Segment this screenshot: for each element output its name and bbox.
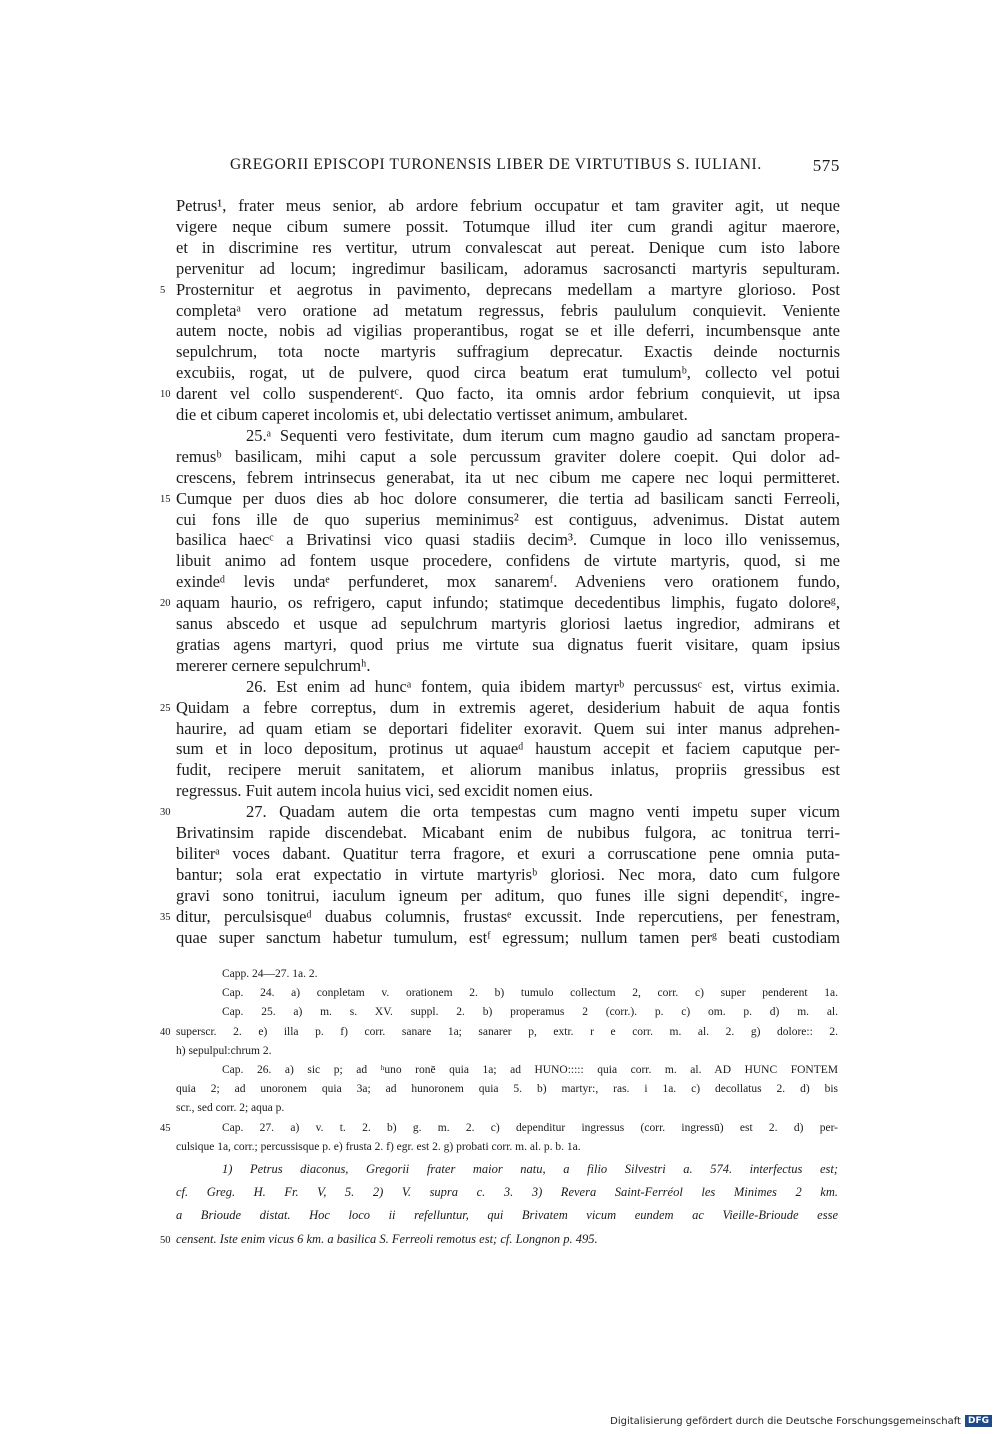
apparatus-line: h) sepulpul:chrum 2. (176, 1044, 272, 1057)
text-line: Cumque per duos dies ab hoc dolore consumerer, die tertia ad basilicam sancti Ferreoli, (176, 488, 840, 508)
text-line: ditur, perculsisqueᵈ duabus columnis, frustasᵉ excussit. Inde repercutiens, per fenestram, (176, 906, 840, 926)
text-line: biliterᵃ voces dabant. Quatitur terra fragore, et exuri a corruscatione pene omnia puta- (176, 843, 840, 863)
apparatus-line: scr., sed corr. 2; aqua p. (176, 1102, 285, 1115)
text-line: Brivatinsim rapide discendebat. Micabant enim de nubibus fulgora, ac tonitrua terri- (176, 823, 840, 842)
text-line: regressus. Fuit autem incola huius vici, sed excidit nomen eius. (176, 781, 594, 801)
apparatus-line: quia 2; ad unoronem quia 3a; ad hunoronem quia 5. b) martyr:, ras. i 1a. c) decollatus 2. d) bis (176, 1083, 838, 1096)
apparatus-line: superscr. 2. e) illa p. f) corr. sanare 1a; sanarer p, extr. r e corr. m. al. 2. g) dolore:: 2. (176, 1025, 838, 1038)
text-line: fudit, recipere meruit sanitatem, et aliorum manibus inlatus, propriis gressibus est (176, 760, 840, 780)
line-number: 25 (160, 702, 171, 714)
text-line: darent vel collo suspenderentᶜ. Quo facto, ita omnis ardor febrium conquievit, ut ipsa (176, 384, 840, 404)
text-line: sum et in loco depositum, protinus ut aquaeᵈ haustum accepit et faciem caputque per- (176, 739, 840, 759)
text-line: pervenitur ad locum; ingredimur basilicam, adoramus sacrosancti martyris sepulturam. (176, 258, 840, 278)
text-line: 26. Est enim ad huncᵃ fontem, quia ibidem martyrᵇ percussusᶜ est, virtus eximia. (246, 676, 840, 696)
text-line: haurire, ad quam etiam se deportari fideliter exoravit. Quem sui inter manus adprehen- (176, 718, 840, 738)
text-line: 27. Quadam autem die orta tempestas cum magno venti impetu super vicum (246, 802, 840, 822)
text-line: sepulchrum, tota nocte martyris suffragium deprecatur. Exactis deinde nocturnis (176, 342, 840, 362)
apparatus-line: culsique 1a, corr.; percussisque p. e) frusta 2. f) egr. est 2. g) probati corr. m. al. p. b. 1a. (176, 1140, 581, 1153)
text-line: bantur; sola erat expectatio in virtute martyrisᵇ gloriosi. Nec mora, dato cum fulgore (176, 864, 840, 884)
text-line: Prosternitur et aegrotus in pavimento, deprecans medellam a martyre glorioso. Post (176, 279, 840, 299)
apparatus-line: Cap. 27. a) v. t. 2. b) g. m. 2. c) dependitur ingressus (corr. ingressū) est 2. d) per- (222, 1121, 838, 1134)
text-line: sanus abscedo et usque ad sepulchrum martyris gloriosi laetus ingredior, admirans et (176, 614, 840, 633)
page-number: 575 (812, 156, 840, 175)
note-line: a Brioude distat. Hoc loco ii refelluntur, qui Brivatem vicum eundem ac Vieille-Brioude esse (176, 1208, 838, 1223)
text-line: Petrus¹, frater meus senior, ab ardore febrium occupatur et tam graviter agit, ut neque (176, 196, 840, 215)
line-number: 40 (160, 1026, 171, 1038)
text-line: excubiis, rogat, ut de pulvere, quod circa beatum erat tumulumᵇ, collecto vel potui (176, 363, 840, 383)
line-number: 50 (160, 1234, 171, 1246)
apparatus-line: Cap. 25. a) m. s. XV. suppl. 2. b) properamus 2 (corr.). p. c) om. p. d) m. al. (222, 1006, 838, 1019)
text-line: mererer cernere sepulchrumʰ. (176, 655, 371, 675)
text-line: quae super sanctum habetur tumulum, estᶠ egressum; nullum tamen perᵍ beati custodiam (176, 927, 840, 947)
line-number: 45 (160, 1122, 171, 1134)
footer-text: Digitalisierung gefördert durch die Deutsche Forschungsgemeinschaft (610, 1415, 961, 1427)
text-line: basilica haecᶜ a Brivatinsi vico quasi stadiis decim³. Cumque in loco illo venissemus, (176, 530, 840, 550)
apparatus-line: Cap. 24. a) conpletam v. orationem 2. b) tumulo collectum 2, corr. c) super penderent 1a. (222, 987, 838, 1000)
dfg-logo: DFG (965, 1415, 992, 1427)
text-line: remusᵇ basilicam, mihi caput a sole percussum graviter dolere coepit. Qui dolor ad- (176, 446, 840, 466)
apparatus-line: Capp. 24—27. 1a. 2. (222, 968, 318, 980)
line-number: 35 (160, 911, 171, 923)
text-line: cui fons ille de quo superius meminimus² est contiguus, advenimus. Distat autem (176, 509, 840, 529)
apparatus-line: Cap. 26. a) sic p; ad ʰuno ronē quia 1a; ad HUNO::::: quia corr. m. al. AD HUNC FONTEM (222, 1064, 838, 1076)
text-line: et in discrimine res vertitur, utrum convalescat aut pereat. Denique cum isto labore (176, 237, 840, 257)
text-line: crescens, febrem intrinsecus generabat, ita ut nec cibum me capere nec loqui permitteret. (176, 467, 840, 487)
text-line: vigere neque cibum sumere possit. Totumque illud iter cum grandi agitur maerore, (176, 216, 840, 236)
note-line: censent. Iste enim vicus 6 km. a basilica S. Ferreoli remotus est; cf. Longnon p. 495. (176, 1231, 598, 1246)
line-number: 10 (160, 389, 171, 401)
text-line: die et cibum caperet incolomis et, ubi delectatio vertisset animum, ambularet. (176, 405, 688, 424)
text-line: completaᵃ vero oratione ad metatum regressus, febris paululum conquievit. Veniente (176, 300, 840, 320)
text-line: libuit animo ad fontem usque procedere, confidens de virtute martyris, quod, si me (176, 551, 840, 571)
text-line: gravi sono tonitrui, iaculum igneum per aditum, quo funes ille signi dependitᶜ, ingre- (176, 885, 840, 905)
text-line: gratias agens martyri, quod prius me virtute sua dignatus fuerit visitare, quam ipsius (176, 634, 840, 654)
text-line: 25.ᵃ Sequenti vero festivitate, dum iterum cum magno gaudio ad sanctam propera- (246, 425, 840, 445)
note-line: 1) Petrus diaconus, Gregorii frater maior natu, a filio Silvestri a. 574. interfectus est; (222, 1162, 838, 1176)
note-line: cf. Greg. H. Fr. V, 5. 2) V. supra c. 3. 3) Revera Saint-Ferréol les Minimes 2 km. (176, 1185, 838, 1200)
text-line: autem nocte, nobis ad vigilias properantibus, rogat se et ille deferri, incumbensque ante (176, 321, 840, 341)
line-number: 5 (160, 284, 166, 296)
text-line: exindeᵈ levis undaᵉ perfunderet, mox sanaremᶠ. Adveniens vero orationem fundo, (176, 572, 840, 592)
header-title: GREGORII EPISCOPI TURONENSIS LIBER DE VIRTUTIBUS S. IULIANI. (230, 156, 762, 173)
line-number: 15 (160, 493, 171, 505)
funding-footer (610, 1415, 992, 1427)
line-number: 20 (160, 598, 171, 610)
text-line: aquam haurio, os refrigero, caput infundo; statimque decedentibus limphis, fugato doloreᵍ, (176, 593, 840, 613)
text-line: Quidam a febre correptus, dum in extremis ageret, desiderium habuit de aqua fontis (176, 697, 840, 717)
line-number: 30 (160, 807, 171, 819)
